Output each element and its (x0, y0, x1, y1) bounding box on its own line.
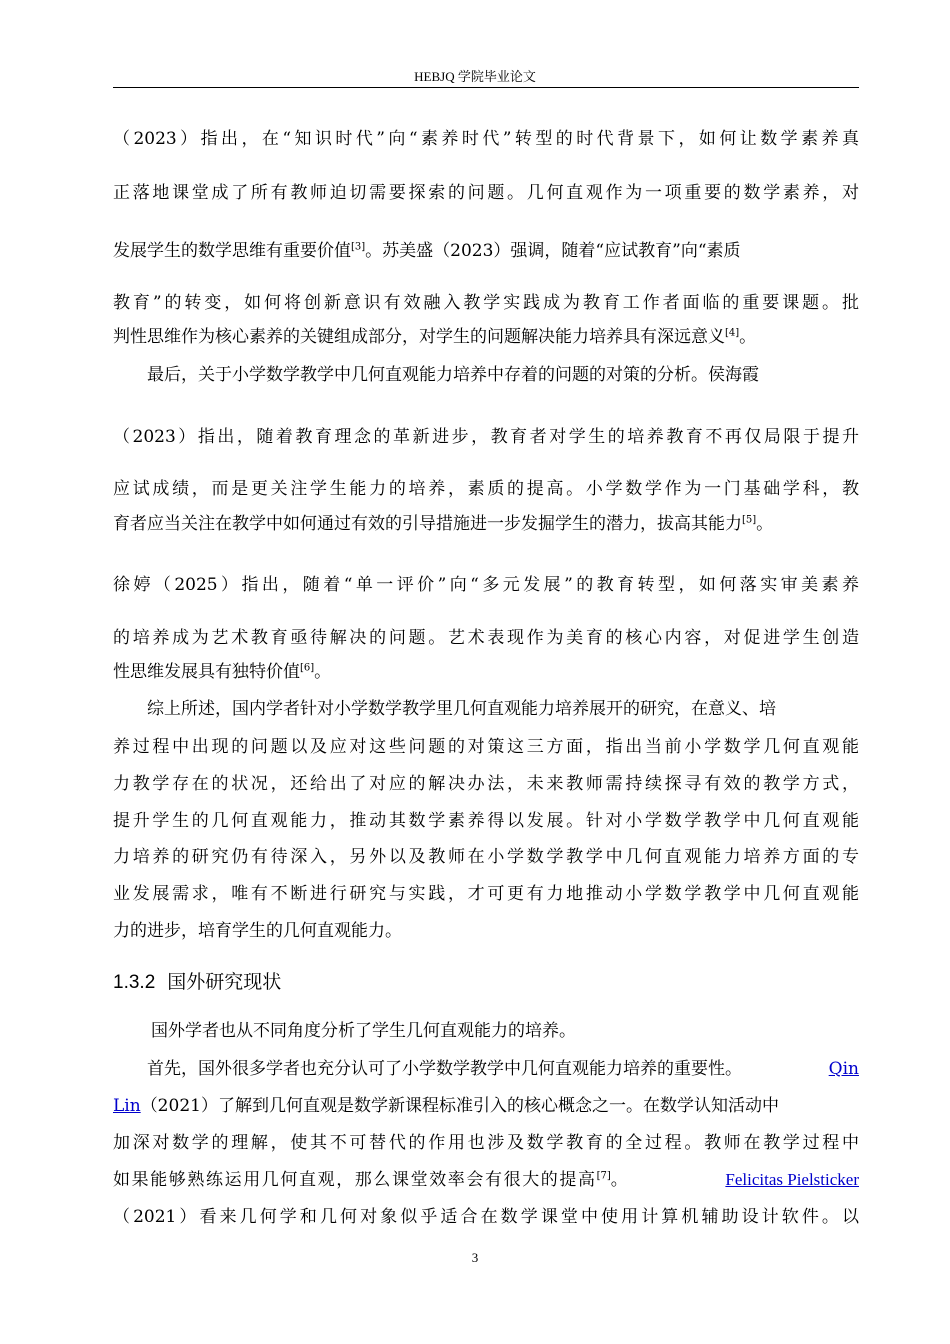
p1-line-5-tail: 。 (739, 327, 757, 347)
header-divider (113, 87, 859, 88)
p4-line-2: 养过程中出现的问题以及应对这些问题的对策这三方面，指出当前小学数学几何直观能 (113, 737, 859, 757)
p4-line-3: 力教学存在的状况，还给出了对应的解决办法，未来教师需持续探寻有效的教学方式， (113, 774, 859, 794)
p6-line-2-text: （2021）了解到几何直观是数学新课程标准引入的核心概念之一。在数学认知活动中 (140, 1096, 779, 1116)
p2-line-1: 最后，关于小学数学教学中几何直观能力培养中存着的问题的对策的分析。侯海霞 (147, 365, 759, 385)
p6-line-1-text: 首先，国外很多学者也充分认可了小学数学教学中几何直观能力培养的重要性。 (147, 1059, 742, 1079)
section-title: 国外研究现状 (167, 971, 282, 993)
p1-line-5-text: 判性思维作为核心素养的关键组成部分，对学生的问题解决能力培养具有深远意义 (113, 327, 725, 347)
p3-line-3-text: 性思维发展具有独特价值 (113, 662, 300, 682)
p6-line-4-sep: 。 (610, 1170, 628, 1190)
citation-7: [7] (596, 1170, 611, 1182)
p3-line-2: 的培养成为艺术教育亟待解决的问题。艺术表现作为美育的核心内容，对促进学生创造 (113, 628, 859, 648)
p1-line-3 (113, 240, 859, 262)
p2-line-3: 应试成绩，而是更关注学生能力的培养，素质的提高。小学数学作为一门基础学科，教 (113, 479, 859, 499)
author-link-lin[interactable]: Lin (113, 1096, 141, 1116)
p4-line-5: 力培养的研究仍有待深入，另外以及教师在小学数学教学中几何直观能力培养方面的专 (113, 847, 859, 867)
citation-3: [3] (351, 241, 366, 253)
p6-line-4-text: 如果能够熟练运用几何直观，那么课堂效率会有很大的提高 (113, 1170, 597, 1190)
p6-line-4 (113, 1169, 859, 1191)
p6-line-3: 加深对数学的理解，使其不可替代的作用也涉及数学教育的全过程。教师在教学过程中 (113, 1133, 859, 1153)
p3-line-1: 徐婷（2025）指出，随着“单一评价”向“多元发展”的教育转型，如何落实审美素养 (113, 575, 859, 595)
page-header: HEBJQ 学院毕业论文 (414, 69, 536, 84)
p1-line-3-text: 发展学生的数学思维有重要价值 (113, 241, 351, 261)
p4-line-7: 力的进步，培育学生的几何直观能力。 (113, 921, 402, 941)
p6-line-5: （2021）看来几何学和几何对象似乎适合在数学课堂中使用计算机辅助设计软件。以 (113, 1207, 859, 1227)
author-link-qin[interactable]: Qin (828, 1059, 859, 1079)
author-link-pielsticker[interactable]: Felicitas Pielsticker (725, 1170, 859, 1189)
p1-line-1: （2023）指出，在“知识时代”向“素养时代”转型的时代背景下，如何让数学素养真 (113, 129, 859, 149)
p1-line-3-tail: 。苏美盛（2023）强调，随着“应试教育”向“素质 (365, 241, 741, 261)
p3-line-3 (113, 661, 859, 683)
p6-line-1 (147, 1058, 859, 1080)
p2-line-4-tail: 。 (756, 514, 774, 534)
p2-line-4 (113, 513, 859, 535)
page-number: 3 (471, 1250, 479, 1265)
p1-line-5 (113, 326, 859, 348)
p6-line-2 (113, 1095, 859, 1117)
citation-4: [4] (725, 327, 740, 339)
p3-line-3-tail: 。 (314, 662, 332, 682)
p4-line-4: 提升学生的几何直观能力，推动其数学素养得以发展。针对小学数学教学中几何直观能 (113, 811, 859, 831)
p2-line-2: （2023）指出，随着教育理念的革新进步，教育者对学生的培养教育不再仅局限于提升 (113, 427, 859, 447)
citation-5: [5] (742, 514, 757, 526)
section-heading (113, 970, 281, 995)
p1-line-4: 教育”的转变，如何将创新意识有效融入教学实践成为教育工作者面临的重要课题。批 (113, 293, 859, 313)
citation-6: [6] (300, 662, 315, 674)
p4-line-1: 综上所述，国内学者针对小学数学教学里几何直观能力培养展开的研究，在意义、培 (147, 699, 776, 719)
p5-line-1: 国外学者也从不同角度分析了学生几何直观能力的培养。 (151, 1021, 576, 1041)
section-number: 1.3.2 (113, 972, 156, 993)
p4-line-6: 业发展需求，唯有不断进行研究与实践，才可更有力地推动小学数学教学中几何直观能 (113, 884, 859, 904)
p2-line-4-text: 育者应当关注在教学中如何通过有效的引导措施进一步发掘学生的潜力，拔高其能力 (113, 514, 742, 534)
p1-line-2: 正落地课堂成了所有教师迫切需要探索的问题。几何直观作为一项重要的数学素养，对 (113, 183, 859, 203)
